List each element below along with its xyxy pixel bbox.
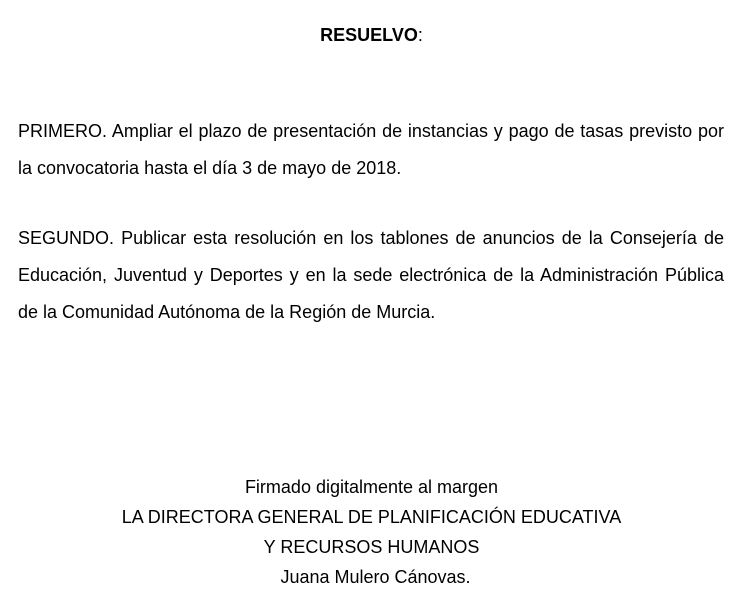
paragraph-segundo: SEGUNDO. Publicar esta resolución en los tablones de anuncios de la Consejería de Educación, Juventud y Deportes y en la sede electrónica de la Administración Pública de la Comunidad Autónoma de la Región de Murcia. [18, 228, 724, 322]
resolution-heading [0, 24, 743, 46]
signature-note: Firmado digitalmente al margen [244, 477, 499, 497]
signatory-title-line2: Y RECURSOS HUMANOS [263, 537, 480, 557]
signature-block [0, 472, 743, 592]
signatory-name: Juana Mulero Cánovas. [280, 567, 471, 587]
heading-colon: : [417, 25, 423, 45]
signatory-title-line1: LA DIRECTORA GENERAL DE PLANIFICACIÓN EDUCATIVA [121, 507, 622, 527]
paragraph-primero: PRIMERO. Ampliar el plazo de presentación de instancias y pago de tasas previsto por la convocatoria hasta el día 3 de mayo de 2018. [18, 121, 724, 178]
heading-title: RESUELVO [320, 25, 418, 45]
